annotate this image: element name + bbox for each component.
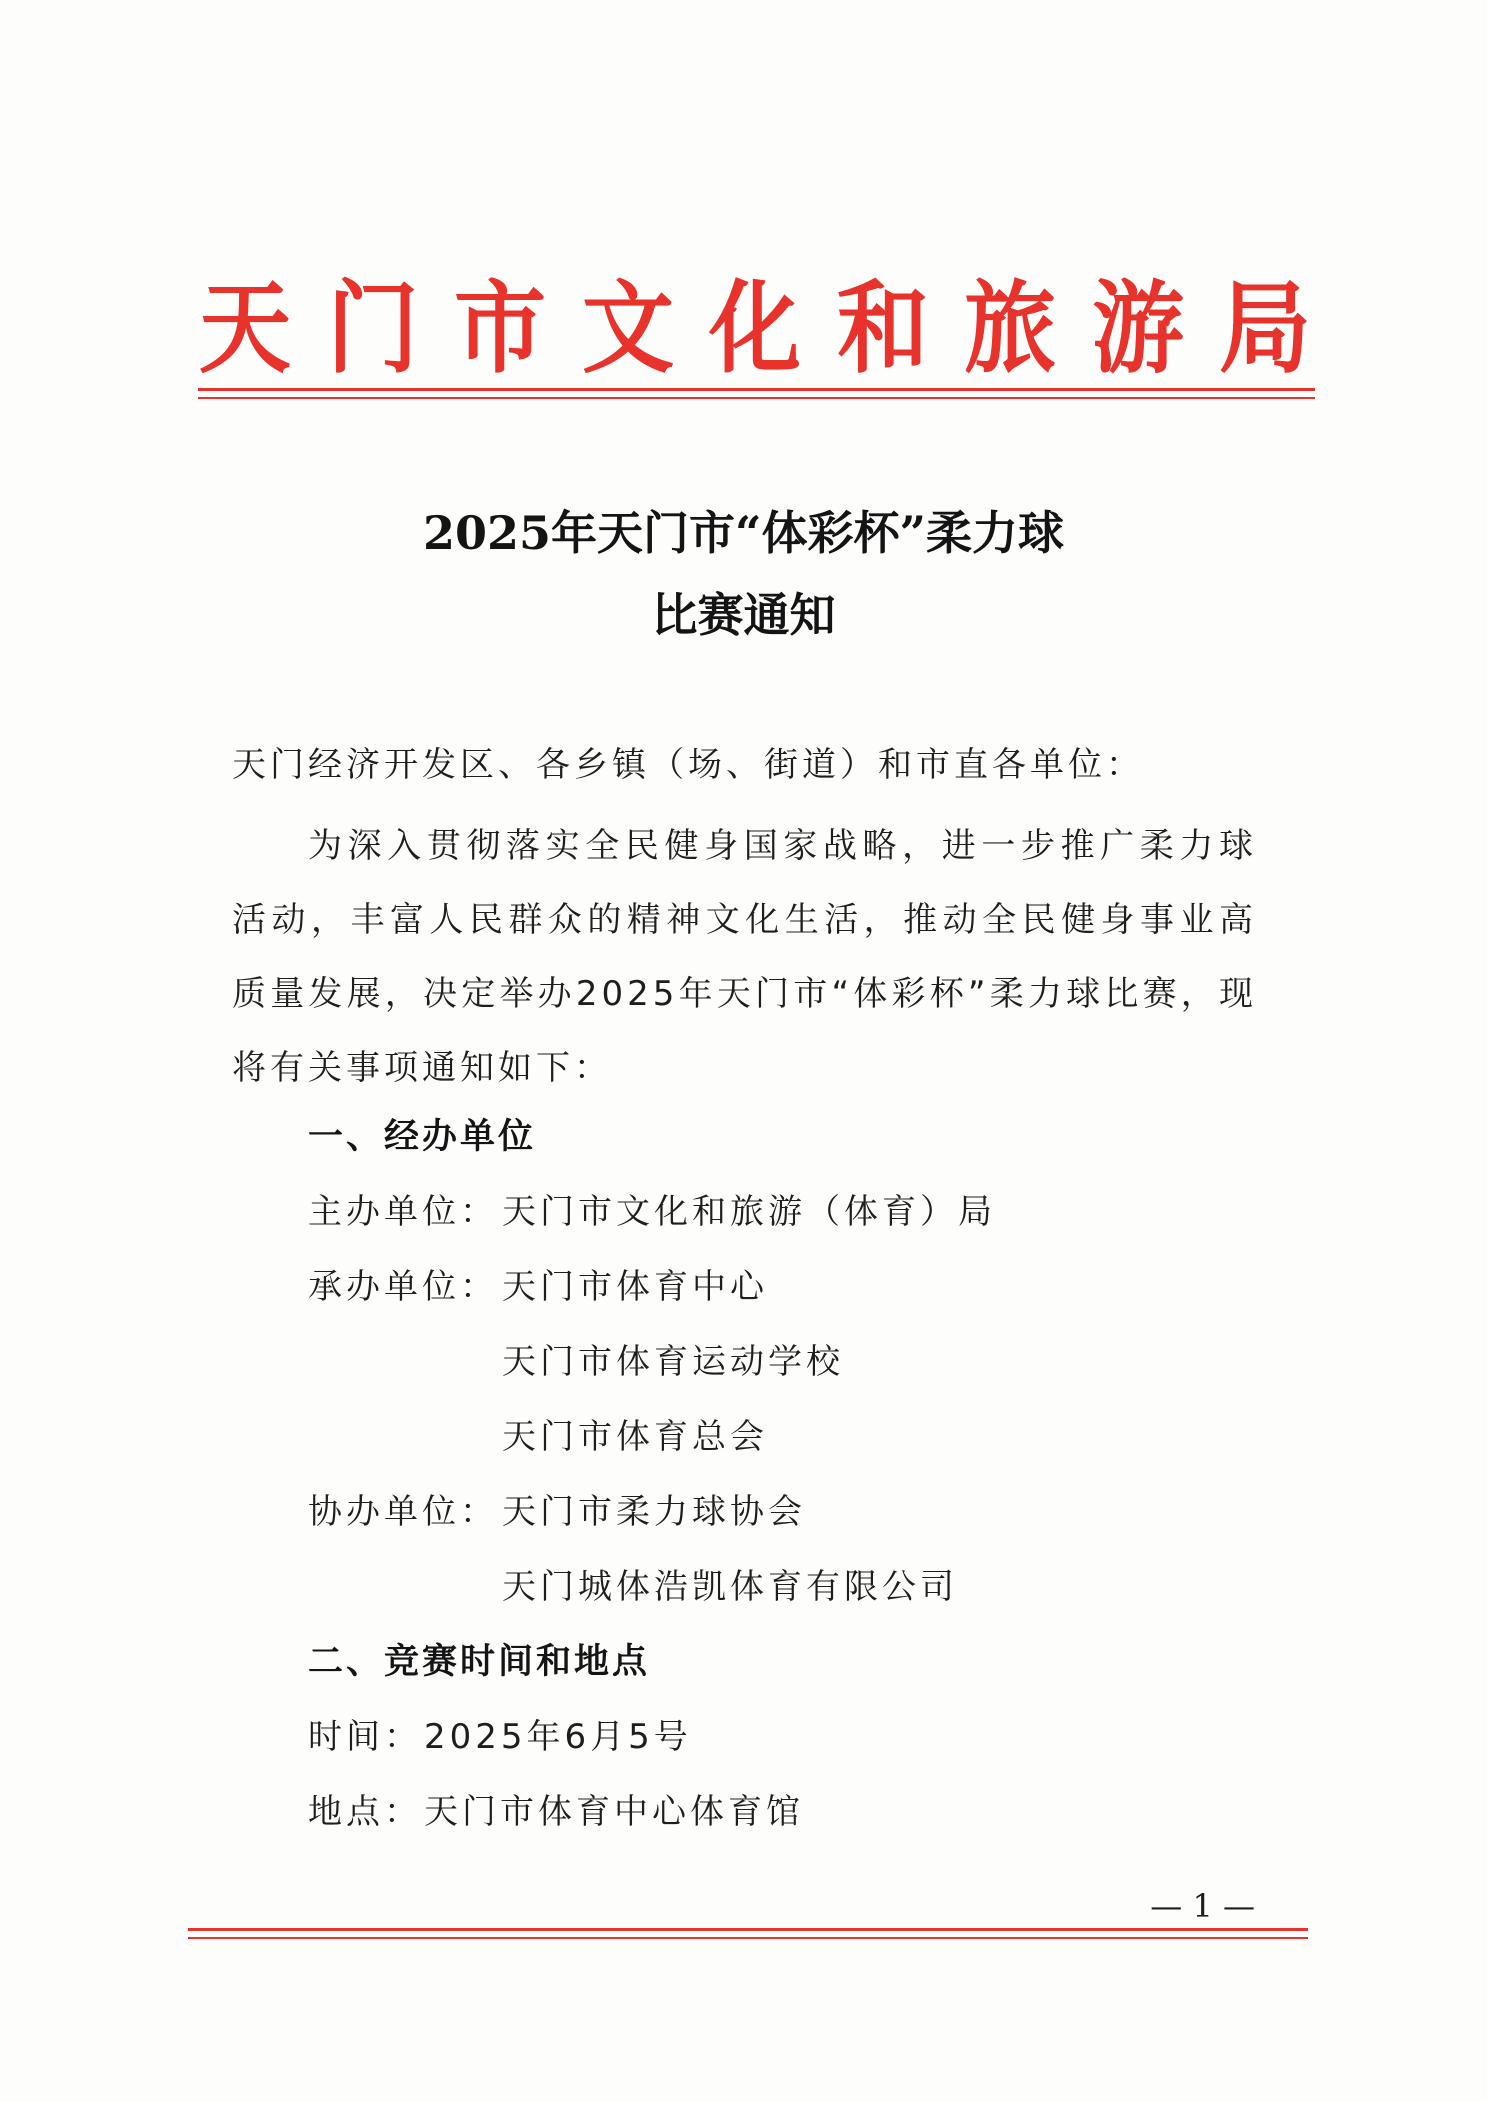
letterhead-char: 市: [454, 269, 546, 387]
letterhead-rule-bottom: [198, 397, 1315, 399]
time-label: 时间：: [308, 1717, 422, 1757]
letterhead-char: 文: [581, 269, 674, 387]
co-organizer-label: 协办单位：: [308, 1492, 498, 1532]
organizer-name: 天门市文化和旅游（体育）局: [502, 1192, 996, 1232]
footer-rule-bottom: [188, 1937, 1308, 1939]
organizer-label: 主办单位：: [308, 1192, 498, 1232]
host-name: 天门市体育运动学校: [502, 1342, 844, 1382]
letterhead-char: 门: [326, 269, 419, 387]
footer-rule-top: [188, 1928, 1308, 1931]
letterhead-char: 和: [836, 269, 929, 387]
letterhead-title: [195, 268, 1315, 388]
letterhead-char: 化: [709, 269, 801, 387]
section-heading-organizers: 一、经办单位: [308, 1117, 537, 1157]
letterhead-rule-top: [198, 388, 1315, 391]
host-name: 天门市体育中心: [502, 1267, 768, 1307]
place-label: 地点：: [308, 1792, 422, 1832]
letterhead-char: 游: [1091, 269, 1184, 387]
competition-time: 2025年6月5号: [424, 1717, 692, 1757]
document-title-line-1: 2025年天门市“体彩杯”柔力球: [423, 506, 1064, 560]
letterhead-char: 天: [199, 269, 291, 387]
letterhead-char: 旅: [964, 269, 1056, 387]
host-name: 天门市体育总会: [502, 1417, 768, 1457]
section-heading-time-place: 二、竞赛时间和地点: [308, 1642, 651, 1682]
letterhead-char: 局: [1219, 269, 1311, 387]
competition-place: 天门市体育中心体育馆: [424, 1792, 804, 1832]
host-label: 承办单位：: [308, 1267, 498, 1307]
co-organizer-name: 天门市柔力球协会: [502, 1492, 806, 1532]
co-organizer-name: 天门城体浩凯体育有限公司: [502, 1567, 958, 1607]
intro-paragraph: 为深入贯彻落实全民健身国家战略，进一步推广柔力球活动，丰富人民群众的精神文化生活，推动全民健身事业高质量发展，决定举办2025年天门市“体彩杯”柔力球比赛，现将有关事项通知如下：: [232, 826, 1257, 1088]
page-number: — 1 —: [1150, 1887, 1255, 1925]
document-title-line-2: 比赛通知: [651, 588, 836, 642]
salutation: 天门经济开发区、各乡镇（场、街道）和市直各单位：: [232, 745, 1144, 785]
